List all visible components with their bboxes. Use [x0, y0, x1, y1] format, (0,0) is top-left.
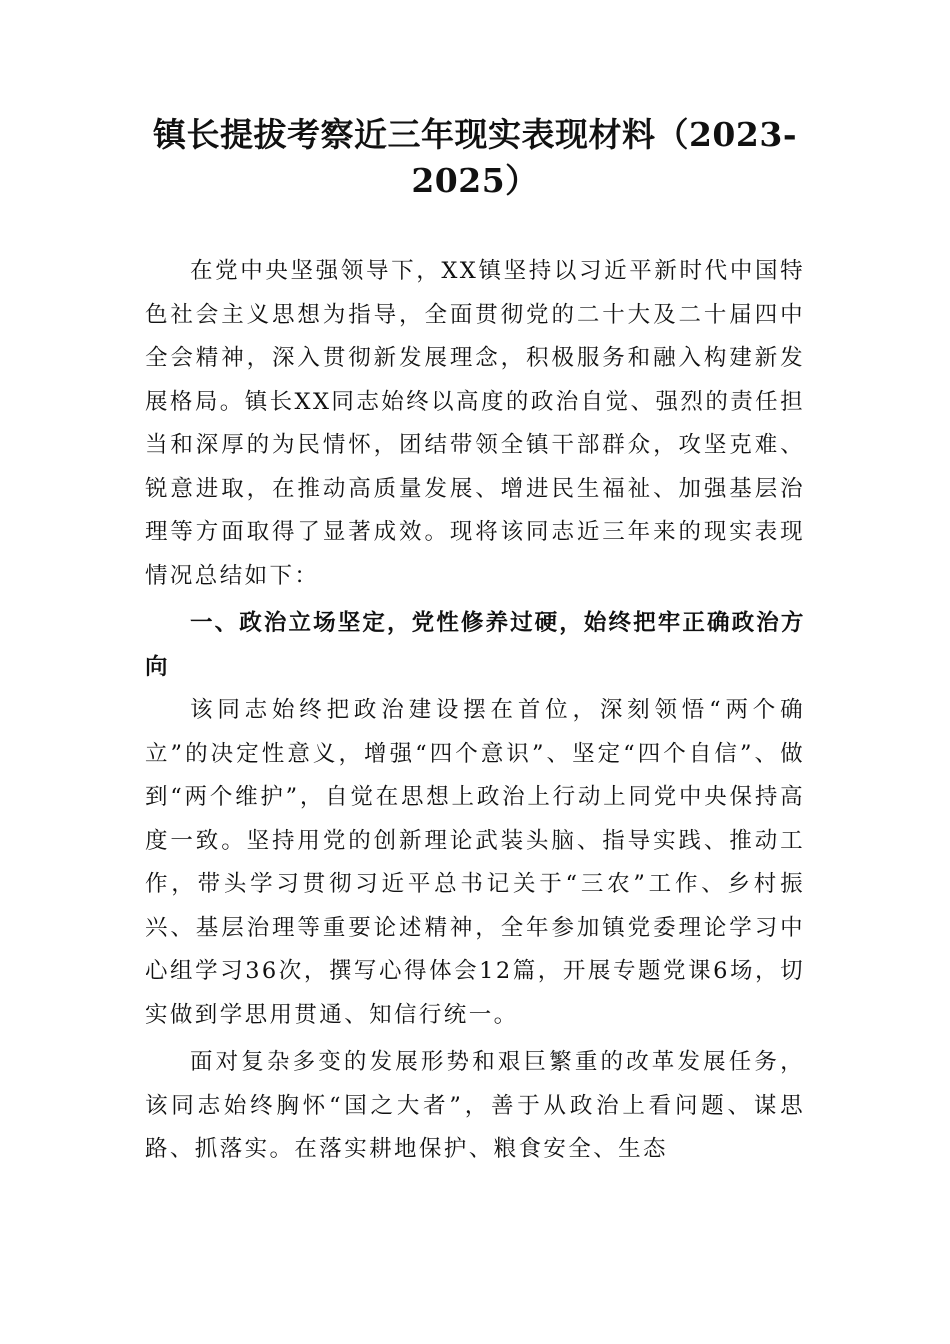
body-paragraph-1: 该同志始终把政治建设摆在首位，深刻领悟“两个确立”的决定性意义，增强“四个意识”、坚定“四个自信”、做到“两个维护”，自觉在思想上政治上行动上同党中央保持高度一致。坚持用党的创新理论武装头脑、指导实践、推动工作，带头学习贯彻习近平总书记关于“三农”工作、乡村振兴、基层治理等重要论述精神，全年参加镇党委理论学习中心组学习36次，撰写心得体会12篇，开展专题党课6场，切实做到学思用贯通、知信行统一。 — [145, 697, 805, 1028]
intro-paragraph: 在党中央坚强领导下，XX镇坚持以习近平新时代中国特色社会主义思想为指导，全面贯彻党的二十大及二十届四中全会精神，深入贯彻新发展理念，积极服务和融入构建新发展格局。镇长XX同志始终以高度的政治自觉、强烈的责任担当和深厚的为民情怀，团结带领全镇干部群众，攻坚克难、锐意进取，在推动高质量发展、增进民生福祉、加强基层治理等方面取得了显著成效。现将该同志近三年来的现实表现情况总结如下： — [145, 258, 805, 589]
document-body — [145, 250, 805, 1172]
body-paragraph-2: 面对复杂多变的发展形势和艰巨繁重的改革发展任务，该同志始终胸怀“国之大者”，善于从政治上看问题、谋思路、抓落实。在落实耕地保护、粮食安全、生态 — [145, 1049, 805, 1162]
document-title: 镇长提拔考察近三年现实表现材料（2023-2025） — [152, 115, 798, 200]
section-heading-1: 一、政治立场坚定，党性修养过硬，始终把牢正确政治方向 — [145, 610, 805, 680]
